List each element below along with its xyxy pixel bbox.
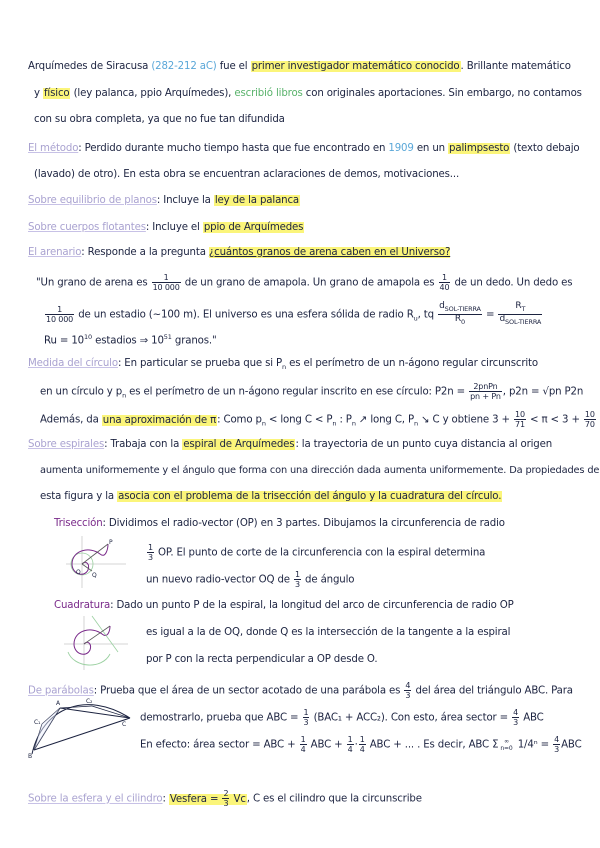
text: (ley palanca, ppio Arquímedes), [73, 88, 232, 99]
section-heading: Sobre espirales [28, 439, 105, 450]
formula: P2n = [434, 386, 466, 398]
year: 1909 [388, 143, 414, 154]
intro-line-2 [34, 87, 582, 101]
text: granos." [174, 335, 217, 347]
espirales-line-3 [40, 490, 502, 504]
label-P: P [109, 539, 113, 546]
text: (lavado) de otro). En esta obra se encuentran aclaraciones de demos, motivaciones... [34, 169, 460, 180]
exponent: 10 [84, 333, 93, 341]
fraction: $\frac{\text{2pnPn}}{pn + Pn}$ [470, 382, 501, 401]
text: R [44, 335, 51, 347]
cuadratura-line-2 [146, 626, 510, 640]
section-heading: Sobre equilibrio de planos [28, 195, 157, 206]
text: fue el [219, 61, 248, 72]
text: es igual a la de OQ, donde Q es la intersección de la tangente a la espiral [146, 627, 511, 638]
text: , C es el cilindro que la circunscribe [246, 793, 422, 805]
text: (texto debajo [513, 143, 580, 154]
intro-line-1 [28, 60, 571, 74]
text: de un dedo. Un dedo es [454, 277, 573, 289]
text: y [34, 88, 40, 99]
green-text: escribió libros [234, 88, 303, 99]
highlight: ley de la palanca [214, 195, 300, 206]
label-O: O [76, 569, 81, 576]
text: ABC [523, 712, 544, 724]
text: . Brillante matemático [460, 61, 571, 72]
formula: , p2n = √pn P2n [502, 386, 584, 398]
text: del área del triángulo ABC. Para [415, 685, 573, 697]
flotantes-line [28, 221, 304, 235]
text: : Incluye el [145, 222, 200, 233]
ratio-left: $\frac{d_{SOL-TIERRA}}{R_0}$ [439, 301, 481, 326]
highlight: asocia con el problema de la trisección del ángulo y la cuadratura del círculo. [118, 491, 502, 502]
section-heading: El arenario [28, 247, 82, 258]
text: : Dividimos el radio-vector (OP) en 3 partes. Dibujamos la circunferencia de radio [102, 518, 505, 529]
text: En efecto: área sector = ABC + [140, 739, 296, 751]
circulo-line-3: Además, da una aproximación de π: Como $p_n$ < long $C < P_n$ : $P_n$ ↗ long C, $P_n$ ↘ C y obtiene 3 + $\frac{10}{71}$ < π < 3 + $\frac{10}{70}$ [40, 410, 595, 429]
section-heading: De parábolas [28, 685, 94, 697]
esfera-line [28, 789, 422, 808]
text: es el perímetro de un n-ágono regular circunscrito [289, 358, 538, 369]
text: 1/4ⁿ = [517, 739, 550, 751]
arenario-line-1 [28, 246, 450, 260]
text: ABC + [310, 739, 343, 751]
text: : Dado un punto P de la espiral, la longitud del arco de circunferencia de radio OP [110, 600, 514, 611]
fraction: $\frac{1}{3}$ [303, 708, 309, 727]
text: : Prueba que el área de un sector acotado de una parábola es [93, 685, 401, 697]
highlight: ppio de Arquímedes [203, 222, 304, 233]
subheading: Cuadratura [54, 600, 111, 611]
fraction: $\frac{10}{71}$ [515, 410, 525, 429]
text: < π < 3 + [530, 414, 580, 426]
text: con originales aportaciones. Sin embargo, no contamos [305, 88, 582, 99]
text: OP. El punto de corte de la circunferencia con la espiral determina [158, 547, 486, 559]
triseccion-diagram [62, 532, 132, 592]
text: de ángulo [305, 574, 355, 586]
section-heading: Medida del círculo [28, 358, 118, 369]
text: : Trabaja con la [104, 439, 180, 450]
fraction: $\frac{4}{3}$ [405, 681, 411, 700]
text: ↘ C y obtiene 3 + [421, 414, 510, 426]
text: en un [416, 143, 445, 154]
fraction: $\frac{1}{4}$ [359, 735, 365, 754]
ratio-right: $\frac{R_T}{d_{SOL-TIERRA}}$ [499, 301, 542, 326]
label-B: B [28, 753, 32, 760]
sum-limits: ∞ n=0 [500, 737, 513, 752]
text: : Responde a la pregunta [81, 247, 206, 258]
text: < long C < P [268, 414, 333, 426]
metodo-line-2 [34, 168, 459, 182]
parabolas-line-3: En efecto: área sector = ABC + $\frac{1}{4}$ ABC + $\frac{1}{4}$ · $\frac{1}{4}$ ABC + ... . Es decir, ABC Σ ∞ n=0 1/4ⁿ = $\frac{4}{3}$ ABC [140, 735, 582, 754]
subheading: Trisección [54, 518, 103, 529]
text: : Incluye la [156, 195, 211, 206]
fraction: $\frac{1}{4}$ [347, 735, 353, 754]
text: con su obra completa, ya que no fue tan difundida [34, 114, 285, 125]
metodo-line-1 [28, 142, 579, 156]
label-C: C [122, 721, 127, 728]
highlight: palimpsesto [449, 143, 510, 154]
arenario-line-3 [44, 302, 543, 327]
text: "Un grano de arena es [36, 277, 148, 289]
cuadratura-line-3 [146, 653, 377, 667]
text: : Perdido durante mucho tiempo hasta que fue encontrado en [78, 143, 386, 154]
text: ABC [561, 739, 582, 751]
highlight: una aproximación de π [102, 414, 217, 426]
fraction: $\frac{1}{40}$ [439, 273, 450, 292]
fraction: $\frac{4}{3}$ [554, 735, 560, 754]
text: de un estadio (~100 m). El universo es una esfera sólida de radio R [78, 309, 414, 321]
highlight: físico [43, 88, 70, 99]
text: aumenta uniformemente y el ángulo que forma con una dirección dada aumenta uniformemente. Da propiedades de [40, 465, 600, 476]
triseccion-line-1 [54, 517, 505, 531]
circulo-line-1: Medida del círculo: En particular se prueba que si $P_n$ es el perímetro de un n-ágono regular circunscrito [28, 358, 538, 372]
text: Arquímedes de Siracusa [28, 61, 149, 72]
text: estadios ⇒ 10 [95, 335, 164, 347]
text: por P con la recta perpendicular a OP desde O. [146, 654, 378, 665]
text: u = 10 [50, 335, 85, 347]
label-Q: Q [92, 572, 97, 579]
fraction: $\frac{1}{10 000}$ [46, 304, 74, 324]
cuadratura-line-1 [54, 599, 514, 613]
text: un nuevo radio-vector OQ de [146, 574, 290, 586]
fraction: $\frac{10}{70}$ [584, 410, 595, 429]
text: : [162, 793, 166, 805]
text: (BAC₁ + ACC₂). Con esto, área sector = [313, 712, 509, 724]
fraction: $\frac{1}{4}$ [300, 735, 306, 754]
exponent: 51 [163, 333, 172, 341]
text: demostrarlo, prueba que ABC = [140, 712, 299, 724]
parabola-diagram [26, 694, 136, 760]
label-A: A [56, 700, 60, 707]
highlighted-question: ¿cuántos granos de arena caben en el Universo? [208, 247, 451, 258]
fraction: $\frac{1}{10 000}$ [152, 273, 180, 292]
cuadratura-diagram [58, 612, 134, 674]
text: , tq [417, 309, 434, 321]
subscript: u [413, 314, 418, 323]
text: : la trayectoria de un punto cuya distancia al origen [295, 439, 553, 450]
section-heading: Sobre la esfera y el cilindro [28, 793, 163, 805]
section-heading: Sobre cuerpos flotantes [28, 222, 146, 233]
text: Además, da [40, 414, 99, 426]
highlight: primer investigador matemático conocido [251, 61, 460, 72]
label-C1: C₁ [34, 719, 41, 726]
text: : P [339, 414, 352, 426]
section-heading: El método [28, 143, 79, 154]
fraction: $\frac{4}{3}$ [513, 708, 519, 727]
triseccion-line-3 [146, 570, 354, 589]
fraction: $\frac{1}{3}$ [148, 543, 153, 562]
text: : En particular se prueba que si P [117, 358, 283, 369]
arenario-line-2 [36, 273, 572, 292]
parabolas-line-2 [140, 708, 544, 727]
espirales-line-2 [40, 464, 599, 478]
text: esta figura y la [40, 491, 115, 502]
label-C2: C₂ [86, 698, 93, 705]
arenario-line-4 [44, 330, 217, 348]
intro-line-3 [34, 113, 285, 127]
planos-line [28, 194, 300, 208]
text: ABC + ... . Es decir, ABC Σ [369, 739, 499, 751]
text: : Como p [217, 414, 262, 426]
espirales-line-1 [28, 438, 552, 452]
text: es el perímetro de un n-ágono regular inscrito en ese círculo: [129, 386, 432, 398]
text: ↗ long C, P [358, 414, 414, 426]
dates: (282-212 aC) [151, 61, 217, 72]
text: en un círculo y p [40, 386, 123, 398]
volume-formula: Vesfera = $\frac{2}{3}$ Vc [169, 789, 246, 808]
text: de un grano de amapola. Un grano de amapola es [184, 277, 435, 289]
highlight: espiral de Arquímedes [183, 439, 295, 450]
fraction: $\frac{1}{3}$ [295, 570, 300, 589]
circulo-line-2: en un círculo y $p_n$ es el perímetro de un n-ágono regular inscrito en ese círculo: P2n = $\frac{\text{2pnPn}}{pn + Pn}$ , p2n = √pn P2n [40, 382, 584, 401]
triseccion-line-2 [146, 543, 485, 562]
equals: = [485, 309, 495, 321]
